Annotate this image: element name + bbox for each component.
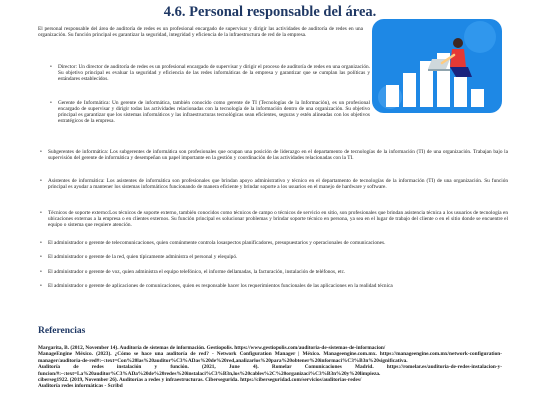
reference-entry: Auditoría de redes instalación y función. (2021, June 4). Romelar Comunicaciones Madrid. https://romelar.es/auditoria-de-redes-instalacion-y-funcion/#:~:text=La%20auditor%C3%ADa%20de%20redes%20instalaci%C3%B3n,los%20cables%2C%20organizaci%C3%B3n%20y%20limpieza. [38, 364, 502, 377]
reference-entry: Auditoría redes informáticas - Scribd [38, 383, 123, 390]
list-item: • Asistentes de informática: Los asistentes de informática son profesionales que brindan apoyo administrativo y técnico en el departamento de tecnologías de la información (TI) de una organización. Su función principal es ayudar a mantener los sistemas informáticos funcionando de manera eficiente y brindar soporte a los usuarios en el manejo de hardware y software. [40, 178, 508, 191]
bullet-icon: • [40, 178, 42, 184]
bullet-icon: • [40, 210, 42, 216]
bullet-icon: • [40, 283, 42, 289]
list-item: • El administrador o gerente de aplicaciones de comunicaciones, quien es responsable hacer los requerimientos funcionales de las aplicaciones en la realidad técnica [40, 283, 393, 289]
list-item: • El administrador o gerente de la red, quien típicamente administra el personal y elequipó. [40, 254, 238, 260]
reference-entry: ManageEngine México. (2023). ¿Cómo se hace una auditoría de red? - Network Configuration Manager | México. Manageengine.com.mx. https://manageengine.com.mx/network-configuration-manager/auditoria-de-red#:~:text=Con%20las%20auditor%C3%ADas%20de%20red,analizarlos%20para%20obtener%20informaci%C3%B3n%20significativa. [38, 351, 502, 364]
list-item: • El administrador o gerente de telecomunicaciones, quien comúnmente controla losaspectos planificadores, presupuestarios y operacionales de comunicaciones. [40, 240, 386, 246]
list-item: • Gerente de Informática: Un gerente de informática, también conocido como gerente de TI (Tecnologías de la Información), es un profesional encargado de supervisar y dirigir todas las actividades relacionadas con la tecnología de la información dentro de una organización. Su objetivo principal es garantizar que los sistemas informáticos y las infraestructuras tecnológicas sean eficientes, seguras y estén alineadas con los objetivos estratégicos de la empresa. [50, 100, 370, 125]
list-item: • El administrador o gerente de voz, quien administra el equipo telefónico, el informe dellamadas, la facturación, instalación de teléfonos, etc. [40, 269, 346, 275]
bullet-icon: • [40, 269, 42, 275]
person-working-on-laptop-over-bar-chart-illustration [372, 19, 502, 113]
reference-entry: Margarita, B. (2012, November 14). Auditoría de sistemas de información. Gestiopolis. https://www.gestiopolis.com/auditoria-de-sistemas-de-informacion/ [38, 345, 386, 351]
bullet-icon: • [40, 254, 42, 260]
bullet-icon: • [50, 100, 52, 106]
bullet-icon: • [40, 240, 42, 246]
bullet-icon: • [40, 149, 42, 155]
reference-entry: ciberseg1922. (2019, November 26). Auditorías a redes y infraestructuras. Cibersegurida. https://ciberseguridad.com/servicios/auditorias-redes/ [38, 377, 362, 384]
list-item: • Subgerentes de informática: Los subgerentes de informática son profesionales que ocupan una posición de liderazgo en el departamento de tecnologías de la información (TI) de una organización. Trabajan bajo la supervisión del gerente de informática y desempeñan un papel importante en la gestión y coordinación de las actividades relacionadas con la TI. [40, 149, 508, 162]
list-item: • Director: Un director de auditoría de redes es un profesional encargado de supervisar y dirigir el proceso de auditoría de redes en una organización. Su objetivo principal es evaluar la seguridad y eficiencia de las redes informáticas de la empresa y garantizar que se cumplan las políticas y estándares establecidos. [50, 64, 370, 83]
references-heading: Referencias [38, 326, 86, 336]
intro-paragraph: El personal responsable del área de auditoría de redes es un profesional encargado de supervisar y dirigir las actividades de auditoría de redes en una organización. Su función principal es garantizar la seguridad, integridad y eficiencia de la infraestructura de red de la empresa. [38, 26, 363, 39]
list-item: • Técnicos de soporte externo:Los técnicos de soporte externo, también conocidos como técnicos de campo o técnicos de servicio en sitio, son profesionales que brindan asistencia técnica a los usuarios de tecnología en ubicaciones externas a la empresa o en clientes externos. Su función principal es solucionar problemas y brindar soporte técnico en persona, ya sea en el lugar de trabajo del cliente o en el sitio donde se encuentre el equipo o sistema que requiere atención. [40, 210, 508, 229]
page-title: 4.6. Personal responsable del área. [163, 4, 377, 20]
references-list [38, 345, 502, 390]
bullet-icon: • [50, 64, 52, 70]
